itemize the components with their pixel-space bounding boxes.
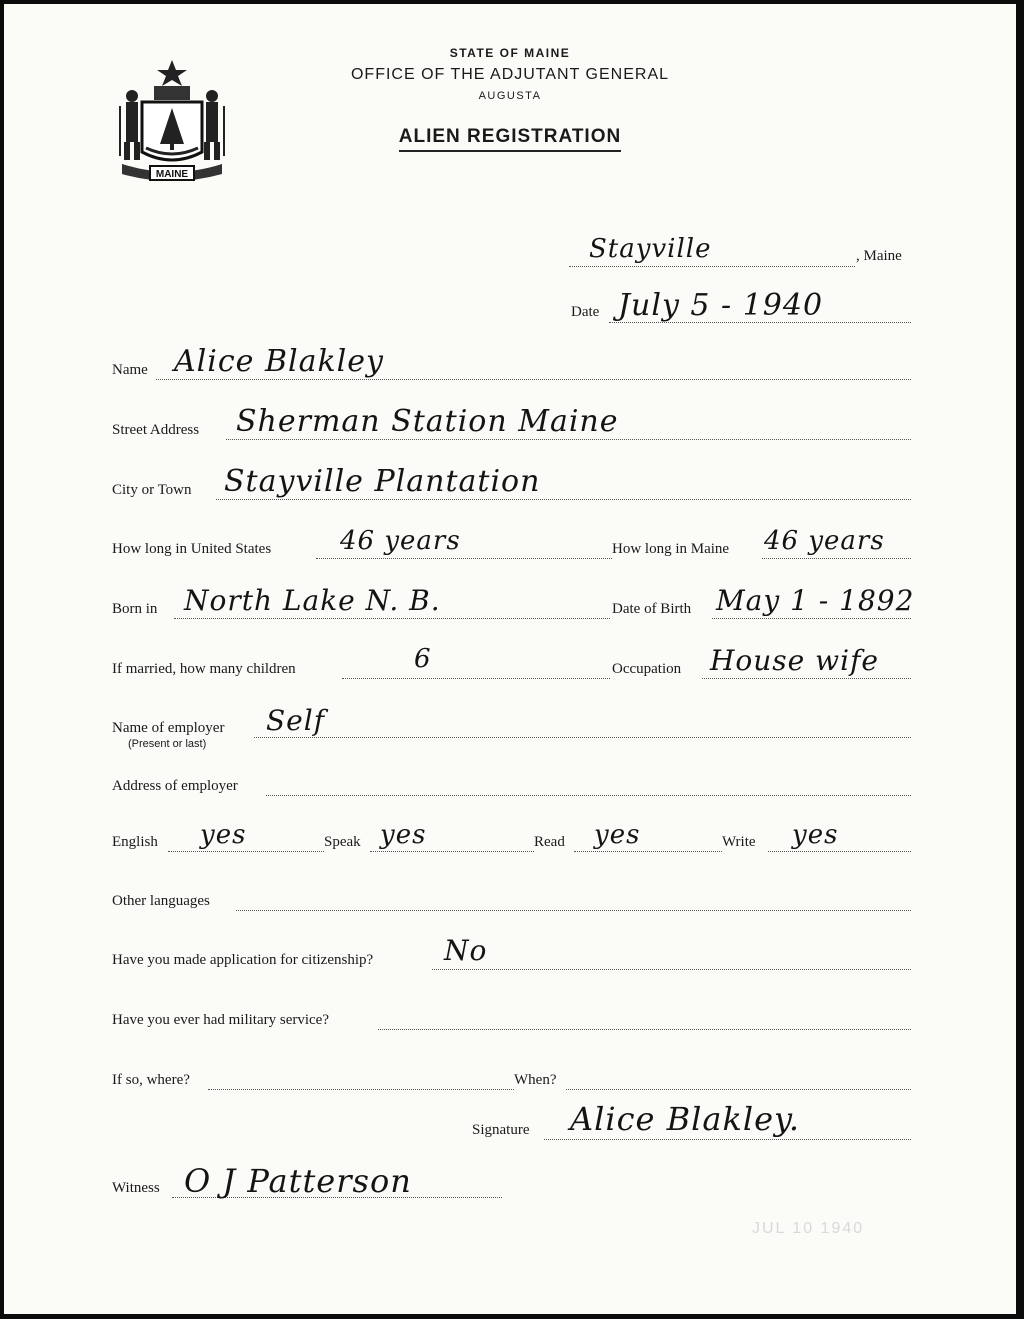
name-label: Name <box>112 362 148 378</box>
city-label: City or Town <box>112 482 192 498</box>
speak-label: Speak <box>324 834 361 850</box>
how-long-us-label: How long in United States <box>112 541 272 557</box>
how-long-maine-line <box>762 558 911 559</box>
english-line <box>168 851 324 852</box>
born-label: Born in <box>112 601 158 617</box>
employer-label: Name of employer <box>112 720 225 736</box>
street-label: Street Address <box>112 422 200 438</box>
dob-label: Date of Birth <box>612 601 692 617</box>
dob-line <box>712 618 911 619</box>
write-label: Write <box>722 834 756 850</box>
when-label: When? <box>514 1072 557 1088</box>
born-line <box>174 618 610 619</box>
dob-value[interactable]: May 1 - 1892 <box>716 584 915 617</box>
english-label: English <box>112 834 158 850</box>
how-long-maine-label: How long in Maine <box>612 541 730 557</box>
place-line <box>569 266 855 267</box>
employer-address-label: Address of employer <box>112 778 238 794</box>
how-long-us-line <box>316 558 612 559</box>
english-value[interactable]: yes <box>200 820 247 850</box>
signature-value[interactable]: Alice Blakley. <box>570 1100 800 1138</box>
seal-text: MAINE <box>155 169 189 180</box>
military-line <box>378 1029 911 1030</box>
read-line <box>574 851 722 852</box>
other-languages-line <box>236 910 911 911</box>
employer-value[interactable]: Self <box>266 704 326 737</box>
occupation-label: Occupation <box>612 661 682 677</box>
citizenship-label: Have you made application for citizenship? <box>112 952 374 968</box>
name-value[interactable]: Alice Blakley <box>174 344 384 379</box>
occupation-value[interactable]: House wife <box>710 644 880 677</box>
read-label: Read <box>534 834 565 850</box>
speak-value[interactable]: yes <box>380 820 427 850</box>
employer-sub-label: (Present or last) <box>128 738 207 750</box>
where-line <box>208 1089 514 1090</box>
date-label: Date <box>571 304 600 320</box>
other-languages-label: Other languages <box>112 893 210 909</box>
employer-address-line <box>266 795 911 796</box>
registration-form <box>4 4 1016 1314</box>
when-line <box>566 1089 911 1090</box>
received-stamp: JUL 10 1940 <box>752 1220 865 1237</box>
header-state: STATE OF MAINE <box>449 46 571 60</box>
born-value[interactable]: North Lake N. B. <box>184 584 441 617</box>
signature-line <box>544 1139 911 1140</box>
city-line <box>216 499 911 500</box>
children-label: If married, how many children <box>112 661 296 677</box>
occupation-line <box>702 678 911 679</box>
city-value[interactable]: Stayville Plantation <box>224 464 541 499</box>
date-value[interactable]: July 5 - 1940 <box>618 288 824 323</box>
form-title: ALIEN REGISTRATION <box>399 126 621 152</box>
how-long-maine-value[interactable]: 46 years <box>764 526 885 556</box>
citizenship-value[interactable]: No <box>444 934 488 967</box>
street-line <box>226 439 911 440</box>
signature-label: Signature <box>472 1122 530 1138</box>
children-value[interactable]: 6 <box>414 644 432 674</box>
header-office: OFFICE OF THE ADJUTANT GENERAL <box>350 66 670 83</box>
write-value[interactable]: yes <box>792 820 839 850</box>
citizenship-line <box>432 969 911 970</box>
witness-value[interactable]: O J Patterson <box>184 1162 412 1200</box>
witness-label: Witness <box>112 1180 160 1196</box>
where-label: If so, where? <box>112 1072 190 1088</box>
name-line <box>156 379 911 380</box>
military-label: Have you ever had military service? <box>112 1012 329 1028</box>
employer-line <box>254 737 911 738</box>
children-line <box>342 678 610 679</box>
write-line <box>768 851 911 852</box>
street-value[interactable]: Sherman Station Maine <box>236 404 619 439</box>
header-city: AUGUSTA <box>478 90 542 102</box>
read-value[interactable]: yes <box>594 820 641 850</box>
form-header <box>4 46 1016 152</box>
place-value[interactable]: Stayville <box>589 234 712 264</box>
speak-line <box>370 851 534 852</box>
how-long-us-value[interactable]: 46 years <box>340 526 461 556</box>
place-suffix: , Maine <box>856 248 902 264</box>
